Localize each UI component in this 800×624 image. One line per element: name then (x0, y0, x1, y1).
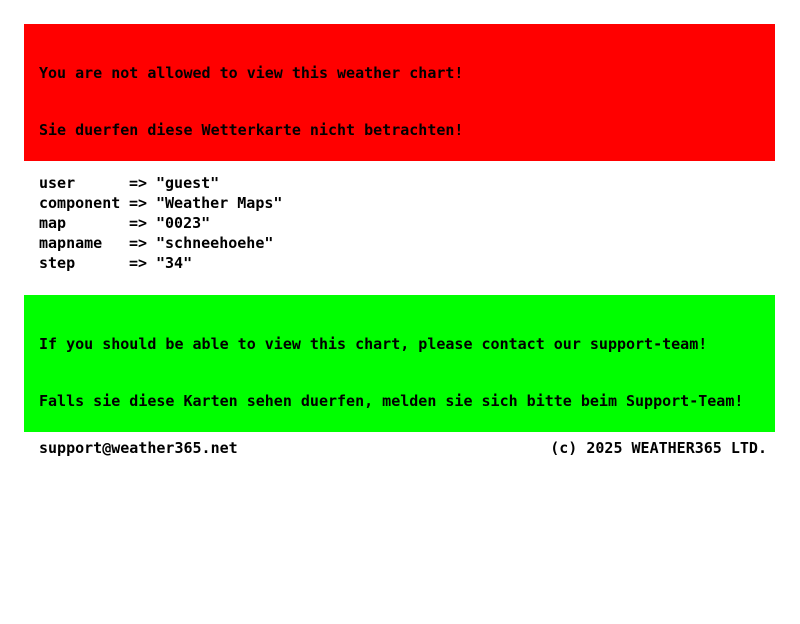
arrow-glyph: => (129, 254, 148, 272)
detail-key: user (39, 174, 76, 192)
support-info-message-de: Falls sie diese Karten sehen duerfen, melden sie sich bitte beim Support-Team! (39, 392, 744, 410)
copyright-notice: (c) 2025 WEATHER365 LTD. (550, 439, 767, 457)
arrow-glyph: => (129, 194, 148, 212)
arrow-glyph: => (129, 234, 148, 252)
detail-key: mapname (39, 234, 103, 252)
access-denied-message-de: Sie duerfen diese Wetterkarte nicht betrachten! (39, 121, 464, 139)
detail-row-mapname (39, 233, 800, 253)
support-info-banner (24, 295, 775, 432)
detail-row-user (39, 173, 800, 193)
detail-key: step (39, 254, 76, 272)
detail-row-map (39, 213, 800, 233)
detail-value: "34" (156, 254, 193, 272)
arrow-glyph: => (129, 214, 148, 232)
access-denied-banner (24, 24, 775, 161)
detail-value: "Weather Maps" (156, 194, 283, 212)
detail-value: "guest" (156, 174, 220, 192)
request-details (39, 173, 800, 273)
access-denied-message-en: You are not allowed to view this weather chart! (39, 64, 464, 82)
detail-key: map (39, 214, 67, 232)
footer (39, 438, 767, 458)
support-info-message-en: If you should be able to view this chart, please contact our support-team! (39, 335, 708, 353)
detail-row-component (39, 193, 800, 213)
detail-value: "0023" (156, 214, 211, 232)
arrow-glyph: => (129, 174, 148, 192)
detail-key: component (39, 194, 121, 212)
support-email: support@weather365.net (39, 439, 238, 457)
detail-row-step (39, 253, 800, 273)
detail-value: "schneehoehe" (156, 234, 274, 252)
